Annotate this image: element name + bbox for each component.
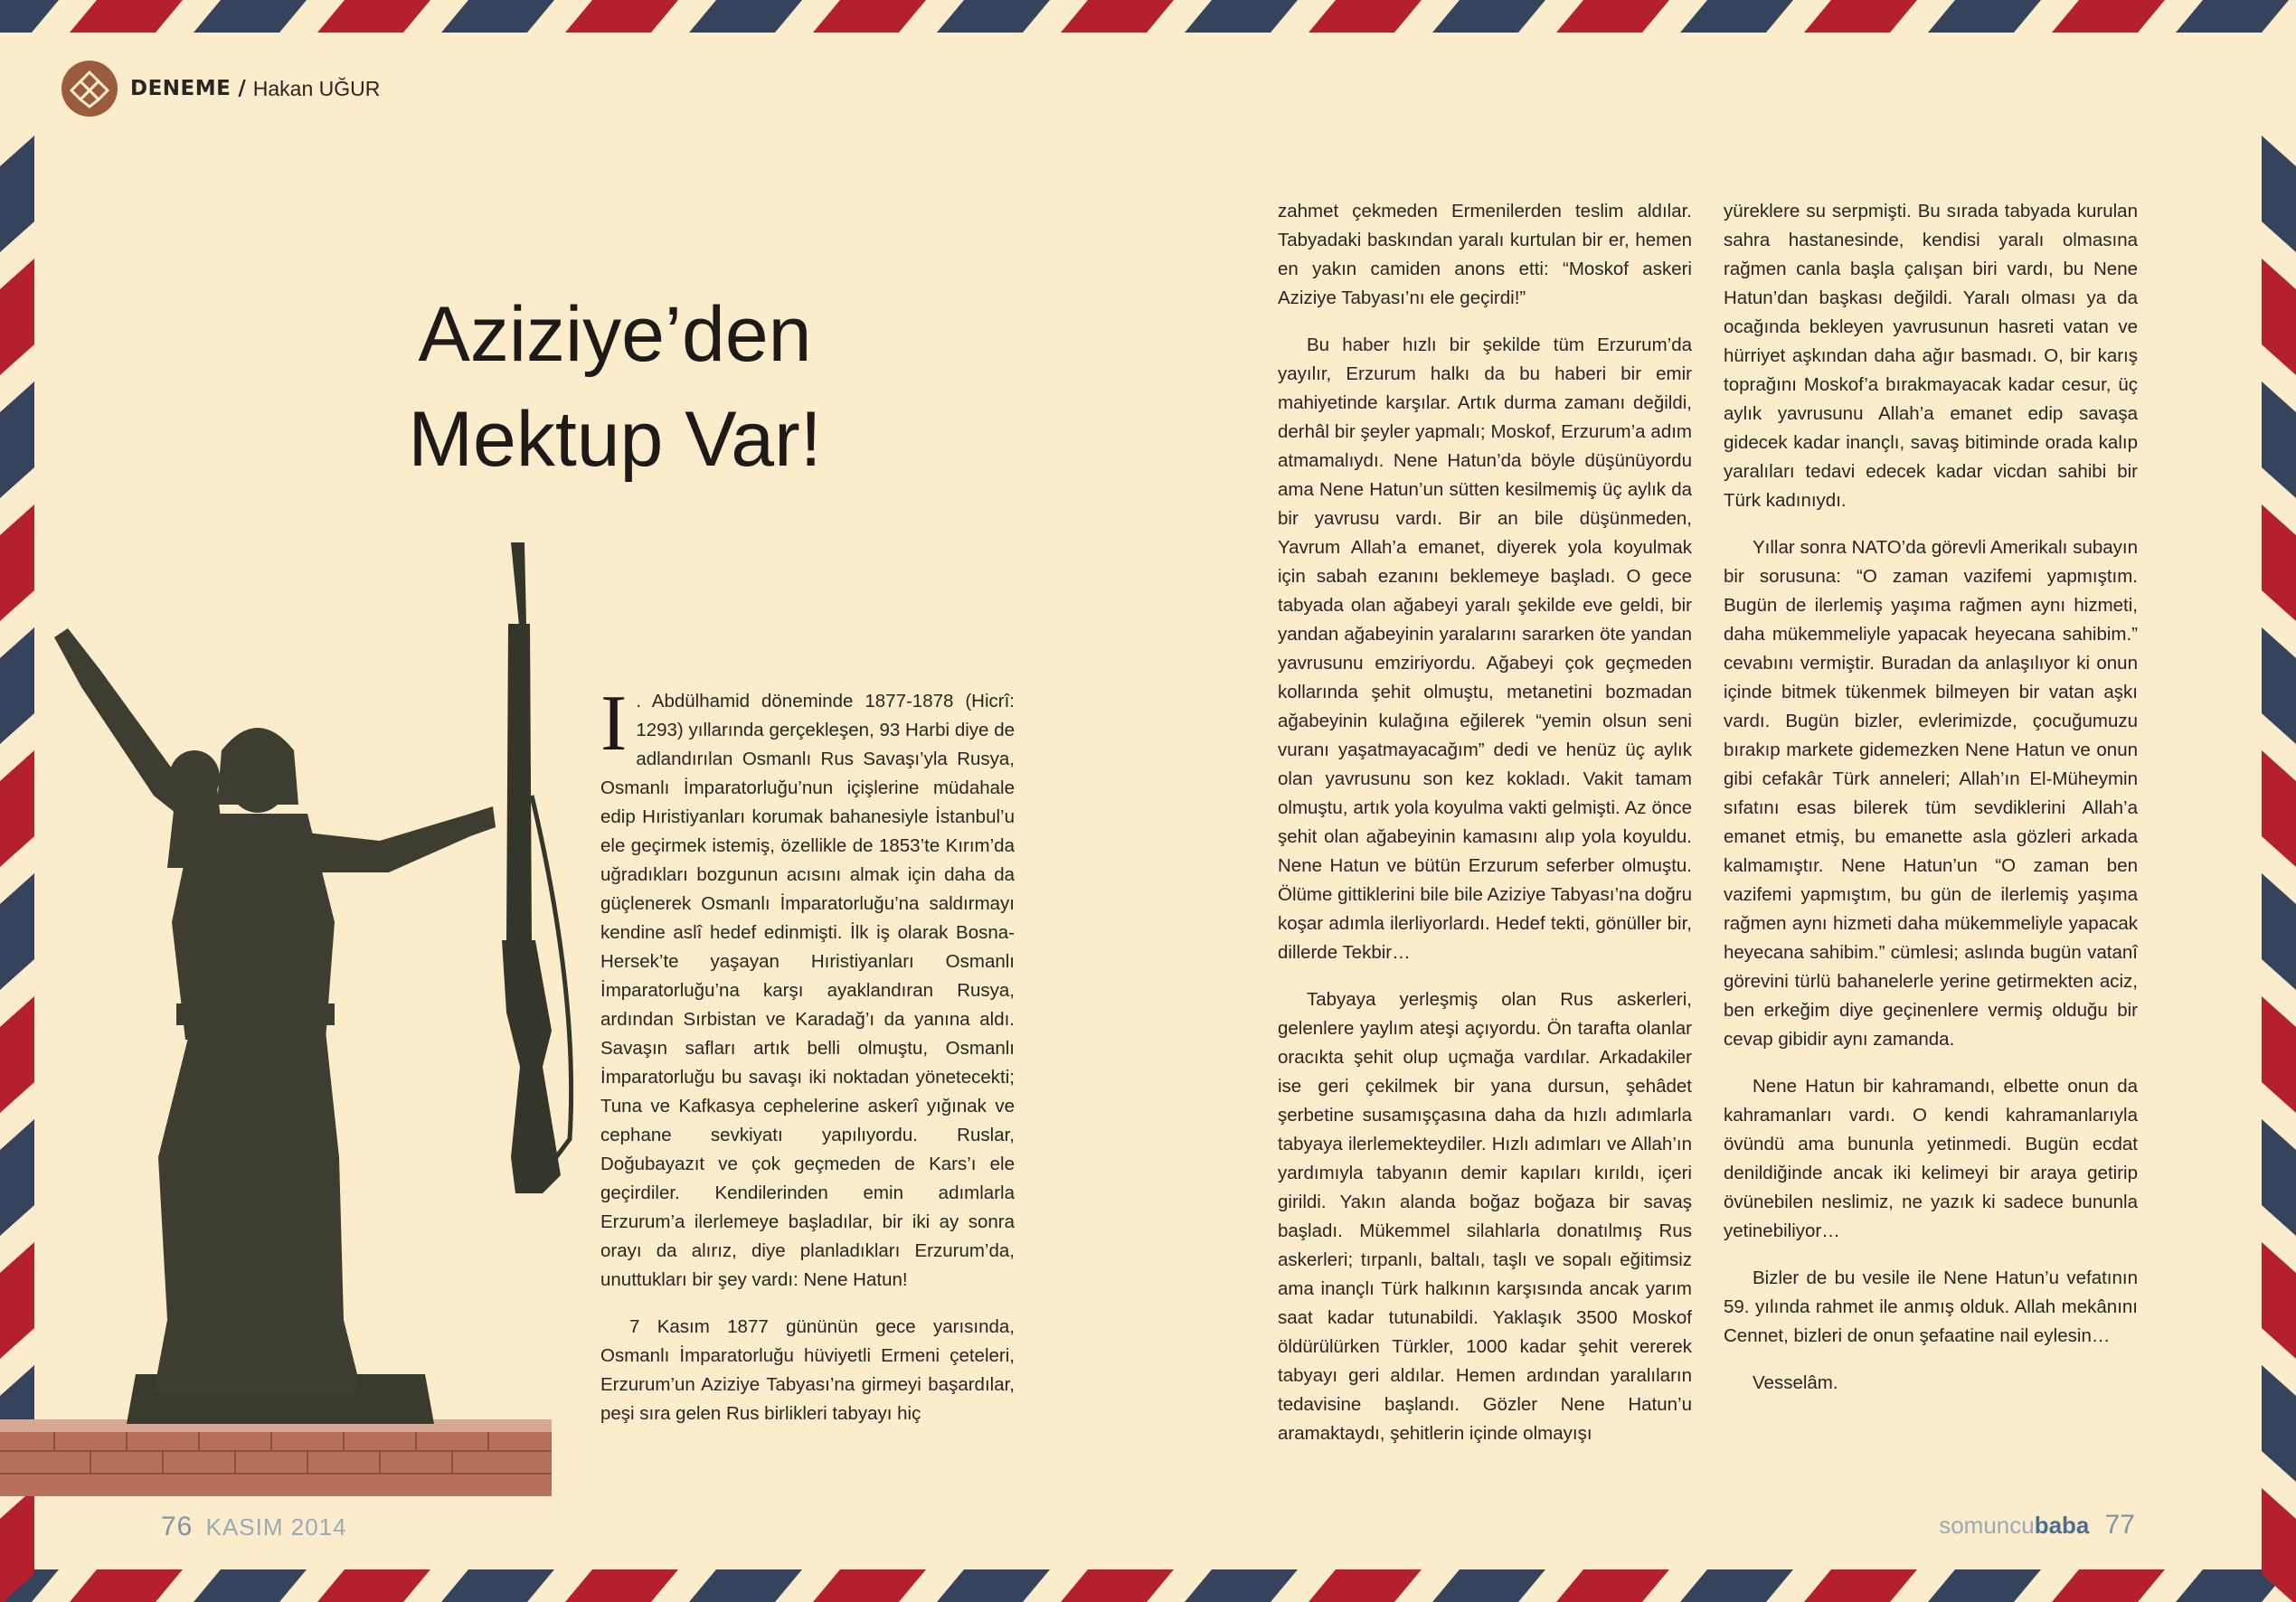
- border-stripe: [2262, 627, 2296, 744]
- border-stripe: [0, 0, 59, 33]
- border-stripe: [2262, 504, 2296, 621]
- issue-date: KASIM 2014: [205, 1513, 347, 1541]
- border-stripe: [813, 0, 926, 33]
- paragraph-text: . Abdülhamid döneminde 1877-1878 (Hicrî: 1293) yıllarında gerçekleşen, 93 Harbi diye de adlandırılan Osmanlı Rus Savaşı’yla Rusya, Osmanlı İmparatorluğu’nun içişlerine müdahale edip Hıristiyanları korumak bahanesiyle İstanbul’u ele geçirmek istemiş, özellikle de 1853’te Kırım’da uğradıkları bozgunun acısını almak için daha da güçlenerek Osmanlı İmparatorluğu’na saldırmayı kendine aslî hedef edinmişti. İlk iş olarak Bosna-Hersek’te yaşayan Hıristiyanları Osmanlı İmparatorluğu’na karşı ayaklandıran Rusya, ardından Sırbistan ve Karadağ’ı da yanına aldı. Savaşın safları artık belli olmuştu, Osmanlı İmparatorluğu bu savaşı iki noktadan yönetecekti; Tuna ve Kafkasya cephelerine askerî yığınak ve cephane sevkiyatı yapılıyordu. Ruslar, Doğubayazıt ve çok geçmeden de Kars’ı ele geçirdiler. Kendilerinden emin adımlarla Erzurum’a ilerlemeye başladılar, bir iki ay sonra orayı da alırız, diye planladıkları Erzurum’da, unuttukları bir şey vardı: Nene Hatun!: [600, 691, 1015, 1290]
- border-stripe: [1185, 0, 1298, 33]
- border-stripe: [937, 1569, 1050, 1602]
- border-stripe: [689, 1569, 802, 1602]
- border-stripe: [2262, 996, 2296, 1113]
- paragraph: Nene Hatun bir kahramandı, elbette onun da kahramanları vardı. O kendi kahramanlarıyla övündü ama bununla yetinmedi. Bugün ecdat denildiğinde ancak iki kelimeyi bir araya getirip övünebilen neslimiz, ne yazık ki sadece bununla yetinebiliyor…: [1724, 1076, 2138, 1241]
- border-stripe: [194, 0, 307, 33]
- border-stripe: [2262, 1242, 2296, 1359]
- border-stripe: [689, 0, 802, 33]
- paragraph: Vesselâm.: [1753, 1372, 1838, 1393]
- top-border-stripes: [0, 0, 2296, 33]
- title-line-1: Aziziye’den: [418, 291, 812, 378]
- border-stripe: [317, 1569, 430, 1602]
- paragraph: yüreklere su serpmişti. Bu sırada tabyada kurulan sahra hastanesinde, kendisi yaralı olmasına rağmen canla başla çalışan biri vardı, bu Nene Hatun’dan başkası değildi. Yaralı olması ya da ocağında bekleyen yavrusunun hasreti vatan ve hürriyet aşkından daha ağır basmadı. O, bir karış toprağını Moskof’a bırakmayacak kadar cesur, üç aylık yavrusunu Allah’a emanet edip savaşa gidecek kadar inançlı, savaş bitiminde orada kalıp yaralıları tedavi edecek kadar vicdan sahibi bir Türk kadınıydı.: [1724, 201, 2138, 511]
- border-stripe: [813, 1569, 926, 1602]
- right-border-stripes: [2262, 136, 2296, 1602]
- paragraph: Bu haber hızlı bir şekilde tüm Erzurum’da yayılır, Erzurum halkı da bu haberi bir emir mahiyetinde karşılar. Artık durma zamanı değildi, derhâl bir şeyler yapmalı; Moskof, Erzurum’a adım atmamalıydı. Nene Hatun’da böyle düşünüyordu ama Nene Hatun’un sütten kesilmemiş üç aylık da bir yavrusu vardı. Bir an bile düşünmeden, Yavrum Allah’a emanet, diyerek yola koyulmak için sabah ezanını beklemeye başladı. O gece tabyada olan ağabeyi yaralı şekilde eve geldi, bir yandan ağabeyinin yaralarını sararken öte yandan yavrusunu emziriyordu. Ağabeyi çok geçmeden kollarında şehit olmuştu, metanetini bozmadan ağabeyinin kulağına eğilerek “yemin olsun seni vuranı yaşatmayacağım” dedi ve henüz üç aylık olan yavrusunu son kez kokladı. Vakit tamam olmuştu, artık yola koyulma vakti gelmişti. Az önce şehit olan ağabeyinin kamasını alıp yola koyuldu. Nene Hatun ve bütün Erzurum seferber olmuştu. Ölüme gittiklerini bile bile Aziziye Tabyası’na doğru koşar adımla ilerliyorlardı. Hedef tekti, gönüller bir, dillerde Tekbir…: [1278, 335, 1692, 963]
- title-line-2: Mektup Var!: [408, 396, 822, 483]
- border-stripe: [1804, 0, 1917, 33]
- author-name: Hakan UĞUR: [252, 76, 381, 100]
- border-stripe: [1061, 0, 1174, 33]
- border-stripe: [1680, 0, 1793, 33]
- border-stripe: [1928, 0, 2041, 33]
- border-stripe: [0, 259, 34, 375]
- section-header: [61, 60, 380, 118]
- paragraph: 7 Kasım 1877 gününün gece yarısında, Osmanlı İmparatorluğu hüviyetli Ermeni çeteleri, Erzurum’un Aziziye Tabyası’na girmeyi başardılar, peşi sıra gelen Rus birlikleri tabyayı hiç: [600, 1316, 1015, 1424]
- section-label: DENEME: [130, 77, 231, 100]
- border-stripe: [2262, 1365, 2296, 1482]
- border-stripe: [2176, 0, 2289, 33]
- bottom-border-stripes: [0, 1569, 2296, 1602]
- border-stripe: [1432, 1569, 1545, 1602]
- paragraph: [600, 680, 1015, 1295]
- left-page-footer: [161, 1512, 347, 1542]
- border-stripe: [1556, 0, 1669, 33]
- border-stripe: [2262, 136, 2296, 252]
- border-stripe: [2052, 0, 2165, 33]
- border-stripe: [937, 0, 1050, 33]
- right-page-number: 77: [2104, 1510, 2135, 1540]
- article-column-1: [600, 680, 1015, 1428]
- border-stripe: [2262, 750, 2296, 867]
- ornamental-diamond-icon: [61, 61, 118, 117]
- border-stripe: [1185, 1569, 1298, 1602]
- header-separator: /: [238, 77, 246, 100]
- border-stripe: [2262, 1119, 2296, 1236]
- border-stripe: [317, 0, 430, 33]
- drop-cap: I: [600, 680, 628, 768]
- border-stripe: [0, 136, 34, 252]
- border-stripe: [441, 0, 554, 33]
- border-stripe: [1432, 0, 1545, 33]
- border-stripe: [2262, 873, 2296, 990]
- border-stripe: [441, 1569, 554, 1602]
- border-stripe: [1556, 1569, 1669, 1602]
- paragraph: zahmet çekmeden Ermenilerden teslim aldılar. Tabyadaki baskından yaralı kurtulan bir er, hemen en yakın camiden anons etti: “Moskof askeri Aziziye Tabyası’nı ele geçirdi!”: [1278, 201, 1692, 308]
- border-stripe: [1309, 0, 1422, 33]
- article-column-2: [1278, 197, 1692, 1448]
- border-stripe: [194, 1569, 307, 1602]
- article-title: [362, 282, 868, 492]
- border-stripe: [1804, 1569, 1917, 1602]
- magazine-brand-part-1: somuncu: [1939, 1512, 2035, 1539]
- paragraph: Tabyaya yerleşmiş olan Rus askerleri, gelenlere yaylım ateşi açıyordu. Ön tarafta olanlar oracıkta şehit olup uçmağa vardılar. Arkadakiler ise geri çekilmek bir yana dursun, şehâdet şerbetine susamışçasına daha da hızlı adımlarla tabyaya ilerlemekteydiler. Hızlı adımları ve Allah’ın yardımıyla tabyanın demir kapıları kırıldı, içeri girildi. Yakın alanda boğaz boğaza bir savaş başladı. Mükemmel silahlarla donatılmış Rus askerleri; tırpanlı, baltalı, taşlı ve sopalı eğitimsiz ama inançlı Türk halkının karşısında ancak yarım saat kadar tutunabildi. Yaklaşık 3500 Moskof öldürülürken Türkler, 1000 kadar şehit vererek tabyayı geri aldılar. Hemen ardından yaralıların tedavisine başlandı. Gözler Nene Hatun’u aramaktaydı, şehitlerin içinde olmayışı: [1278, 989, 1692, 1444]
- nene-hatun-statue-image: [0, 524, 597, 1496]
- border-stripe: [1928, 1569, 2041, 1602]
- border-stripe: [565, 0, 678, 33]
- left-page-number: 76: [161, 1512, 194, 1541]
- border-stripe: [2052, 1569, 2165, 1602]
- magazine-brand-part-2: baba: [2034, 1512, 2090, 1539]
- article-column-3: [1724, 197, 2138, 1398]
- right-page-footer: [1939, 1510, 2135, 1541]
- border-stripe: [70, 1569, 183, 1602]
- border-stripe: [1061, 1569, 1174, 1602]
- border-stripe: [0, 382, 34, 498]
- paragraph: Bizler de bu vesile ile Nene Hatun’u vefatının 59. yılında rahmet ile anmış olduk. Allah mekânını Cennet, bizleri de onun şefaatine nail eylesin…: [1724, 1267, 2138, 1346]
- border-stripe: [1680, 1569, 1793, 1602]
- border-stripe: [2262, 259, 2296, 375]
- border-stripe: [1309, 1569, 1422, 1602]
- border-stripe: [70, 0, 183, 33]
- border-stripe: [2262, 382, 2296, 498]
- border-stripe: [565, 1569, 678, 1602]
- paragraph: Yıllar sonra NATO’da görevli Amerikalı subayın bir sorusuna: “O zaman vazifemi yapmıştım. Bugün de ilerlemiş yaşıma rağmen aynı hizmeti, daha mükemmeliyle yapacak heyecana sahibim.” cevabını vermiştir. Buradan da anlaşılıyor ki onun içinde bitmek tükenmek bilmeyen bir vatan aşkı vardı. Bugün bizler, evlerimizde, çocuğumuzu bırakıp markete gidemezken Nene Hatun ve onun gibi cefakâr Türk anneleri; Allah’ın El-Müheymin sıfatını esas bilerek tüm sevdiklerini Allah’a emanet etmiş, bu emanette asla gözleri arkada kalmamıştır. Nene Hatun’un “O zaman ben vazifemi yapmıştım, bu gün de ilerlemiş yaşıma rağmen aynı hizmeti daha mükemmeliyle yapacak heyecana sahibim.” cümlesi; aslında bugün vatanî görevini türlü bahanelerle yerine getirmekten aciz, ben erkeğim diye geçinenlere vermiş olduğu bir cevap gibidir aynı zamanda.: [1724, 537, 2138, 1050]
